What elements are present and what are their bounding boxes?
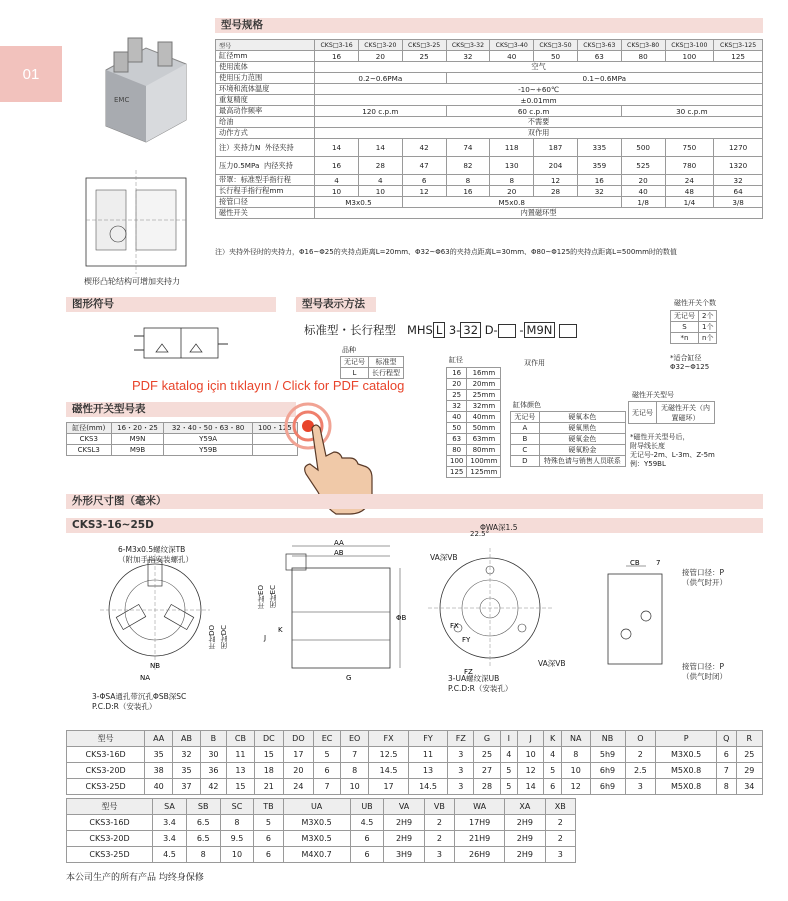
switch-table: 缸径(mm) 16・20・25 32・40・50・63・80 100・125 CKS3 M9N Y59A CKSL3 M9B Y59B bbox=[66, 422, 298, 456]
svg-text:K: K bbox=[278, 626, 283, 634]
svg-text:NA: NA bbox=[140, 674, 151, 682]
table-row: 20 20mm bbox=[447, 379, 501, 390]
bore-table bbox=[446, 367, 501, 478]
svg-text:FZ: FZ bbox=[464, 668, 473, 676]
table-row: CKS3-20D 38 35 36 13 18 20 6 8 14.5 13 3 27 5 12 5 10 6h9 2.5 M5X0.8 7 29 bbox=[67, 763, 763, 779]
product-caption: 楔形凸轮结构可增加夹持力 bbox=[84, 277, 180, 286]
section-model-code: 型号表示方法 bbox=[296, 297, 376, 312]
table-row: 25 25mm bbox=[447, 390, 501, 401]
table-row: CKS3-25D 4.5 8 10 6 M4X0.7 6 3H9 3 26H9 2H9 3 bbox=[67, 847, 576, 863]
table-row: 50 50mm bbox=[447, 423, 501, 434]
dimension-table-1: 型号 AA AB B CB DC DO EC EO FX FY FZ G I J K NA NB O P Q R CKS3-16D 35 32 30 11 15 17 5 7 12.5 11 3 25 4 10 4 8 5h9 2 M3X0.5 6 25 CKS3-20D 38 35 36 13 18 20 6 8 14.5 13 3 27 5 12 5 10 6h9 2.5 M5X0.8 7 29 CKS3-25D 40 37 42 15 21 24 7 10 17 14.5 3 28 5 14 6 12 6h9 3 M5X0.8 8 34 bbox=[66, 730, 763, 795]
footer-warranty: 本公司生产的所有产品 均终身保修 bbox=[66, 873, 204, 883]
svg-text:7: 7 bbox=[656, 560, 661, 567]
table-row: 100 100mm bbox=[447, 456, 501, 467]
section-submodel: CKS3-16~25D bbox=[66, 518, 763, 533]
dimension-table-2: 型号 SA SB SC TB UA UB VA VB WA XA XB CKS3-16D 3.4 6.5 8 5 M3X0.5 4.5 2H9 2 17H9 2H9 2 CKS3-20D 3.4 6.5 9.5 6 M3X0.5 6 2H9 2 21H9 2H9 2 CKS3-25D 4.5 8 10 6 M4X0.7 6 3H9 3 26H9 2H9 3 bbox=[66, 798, 576, 863]
table-row: CKS3 M9N Y59A bbox=[67, 434, 298, 445]
model-code-line: 标准型・长行程型 MHS L 3- 32 D- - M9N bbox=[304, 322, 577, 338]
spec-note: 注）夹持外径时的夹持力，Φ16~Φ25的夹持点距离L=20mm、Φ32~Φ63的夹持点距离L=30mm、Φ80~Φ125的夹持点距离L=500mm时的数值 bbox=[215, 248, 677, 256]
table-row: 63 63mm bbox=[447, 434, 501, 445]
svg-text:CB: CB bbox=[630, 560, 640, 567]
table-row: CKS3-16D 3.4 6.5 8 5 M3X0.5 4.5 2H9 2 17H9 2H9 2 bbox=[67, 815, 576, 831]
table-row: 40 40mm bbox=[447, 412, 501, 423]
page-number-tab: 01 bbox=[0, 46, 62, 102]
section-dimensions: 外形尺寸图（毫米） bbox=[66, 494, 763, 509]
table-row: D 特殊色请与销售人员联系 bbox=[511, 456, 626, 467]
section-spec: 型号规格 bbox=[215, 18, 763, 33]
table-row: CKSL3 M9B Y59B bbox=[67, 445, 298, 456]
table-row: *n n个 bbox=[671, 333, 717, 344]
svg-text:AB: AB bbox=[334, 549, 344, 557]
drawing-side-view bbox=[256, 540, 416, 690]
variety-table: 无记号 标准型 L 长行程型 bbox=[340, 356, 404, 379]
count-table bbox=[670, 310, 717, 344]
svg-text:AA: AA bbox=[334, 540, 344, 547]
pneumatic-symbol bbox=[130, 324, 230, 368]
table-row: CKS3-20D 3.4 6.5 9.5 6 M3X0.5 6 2H9 2 21H9 2H9 2 bbox=[67, 831, 576, 847]
section-switch-table: 磁性开关型号表 bbox=[66, 402, 296, 417]
brand-logo: EMC bbox=[114, 96, 130, 104]
table-row: A 硬氧黑色 bbox=[511, 423, 626, 434]
table-row: 125 125mm bbox=[447, 467, 501, 478]
switch-type-table: 无记号 无磁性开关（内置磁环） bbox=[628, 401, 715, 424]
drawing-port-view bbox=[600, 560, 680, 670]
color-table bbox=[510, 411, 626, 467]
pdf-catalog-link[interactable]: PDF katalog için tıklayın / Click for PDF catalog bbox=[132, 378, 405, 393]
svg-text:G: G bbox=[346, 674, 352, 682]
svg-text:ΦB: ΦB bbox=[396, 614, 407, 622]
table-row: 16 16mm bbox=[447, 368, 501, 379]
product-image bbox=[86, 30, 206, 150]
table-row: 无记号 硬氧本色 bbox=[511, 412, 626, 423]
spec-table: 型号 CKS□3-16 CKS□3-20 CKS□3-25 CKS□3-32 CKS□3-40 CKS□3-50 CKS□3-63 CKS□3-80 CKS□3-100 CKS□3-125 缸径mm 16 20 25 32 40 50 63 80 100 125 使用流体 空气 使用压力范围 0.2~0.6PMa 0.1~0.6MPa 环境和流体温度 -10~+60℃ 重复精度 ±0.01mm 最高动作频率 120 c.p.m 60 c.p.m 30 c.p.m 给油 不需要 动作方式 双作用 注）夹持力N 外径夹持 14 14 42 74 118 187 335 500 750 1270 压力0.5MPa 内径夹持 16 28 47 82 130 204 359 525 780 1320 带罩：标准型手指行程 4 4 6 8 8 12 16 20 24 32 长行程手指行程mm 10 10 12 16 20 28 32 40 48 64 接管口径 M3x0.5 M5x0.8 1/8 1/4 3/8 磁性开关 内置磁环型 bbox=[215, 39, 763, 219]
svg-text:NB: NB bbox=[150, 662, 161, 670]
svg-text:FX: FX bbox=[450, 622, 459, 630]
svg-text:FY: FY bbox=[462, 636, 471, 644]
cross-section-drawing bbox=[76, 170, 196, 274]
table-row: CKS3-25D 40 37 42 15 21 24 7 10 17 14.5 3 28 5 14 6 12 6h9 3 M5X0.8 8 34 bbox=[67, 779, 763, 795]
table-row: C 硬氧粉金 bbox=[511, 445, 626, 456]
section-symbol: 图形符号 bbox=[66, 297, 276, 312]
table-row: 80 80mm bbox=[447, 445, 501, 456]
table-row: B 硬氧金色 bbox=[511, 434, 626, 445]
table-row: CKS3-16D 35 32 30 11 15 17 5 7 12.5 11 3 25 4 10 4 8 5h9 2 M3X0.5 6 25 bbox=[67, 747, 763, 763]
svg-text:J: J bbox=[264, 634, 267, 642]
table-row: S 1个 bbox=[671, 322, 717, 333]
table-row: 32 32mm bbox=[447, 401, 501, 412]
table-row: 无记号 2个 bbox=[671, 311, 717, 322]
